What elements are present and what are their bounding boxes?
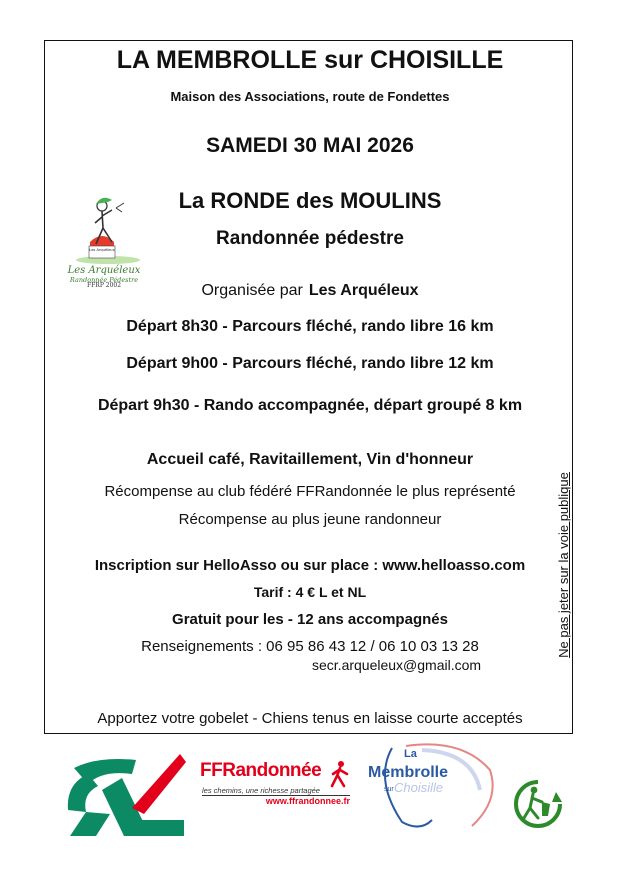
footer-note: Apportez votre gobelet - Chiens tenus en laisse courte acceptés: [97, 710, 523, 727]
club-sign-text: Les Arquéleux: [89, 248, 115, 252]
departure-1: Départ 8h30 - Parcours fléché, rando libre 16 km: [126, 318, 494, 335]
departure-2: Départ 9h00 - Parcours fléché, rando libre 12 km: [126, 355, 494, 372]
town-logo-choisille: Choisille: [394, 780, 444, 795]
credit-agricole-logo-icon: [62, 750, 190, 838]
event-name: La RONDE des MOULINS: [178, 188, 442, 213]
ffrando-ff: FF: [200, 760, 223, 781]
organiser-prefix: Organisée par: [201, 282, 303, 299]
reward-club: Récompense au club fédéré FFRandonnée le plus représenté: [104, 483, 516, 500]
recycle-bin-icon: [512, 778, 564, 828]
club-caption-activity: Randonnée Pédestre: [69, 275, 139, 284]
town-title: LA MEMBROLLE sur CHOISILLE: [116, 46, 504, 74]
info-phone: Renseignements : 06 95 86 43 12 / 06 10 03 13 28: [141, 638, 479, 655]
event-type: Randonnée pédestre: [216, 228, 404, 249]
venue-text: Maison des Associations, route de Fondettes: [170, 89, 450, 104]
town-logo: [362, 740, 502, 832]
town-logo-sur: sur: [384, 786, 394, 793]
free-text: Gratuit pour les - 12 ans accompagnés: [172, 611, 448, 628]
club-caption-federation: FFRP 2002: [86, 282, 122, 290]
town-logo-la: La: [404, 748, 417, 760]
departure-3: Départ 9h30 - Rando accompagnée, départ groupé 8 km: [97, 397, 523, 414]
event-date: SAMEDI 30 MAI 2026: [206, 134, 414, 157]
organiser-line: [0, 282, 620, 300]
ffrando-tagline: les chemins, une richesse partagée: [202, 786, 320, 795]
reward-young: Récompense au plus jeune randonneur: [178, 511, 442, 528]
organiser-name: Les Arquéleux: [308, 282, 419, 299]
town-logo-membrolle: Membrolle: [368, 764, 449, 781]
side-note: [556, 450, 574, 680]
hiker-red-icon: [328, 760, 352, 788]
ffrando-name: Randonnée: [222, 760, 322, 781]
ffrando-url: www.ffrandonnee.fr: [265, 796, 350, 806]
ffrandonnee-logo: [200, 760, 356, 812]
contact-email: secr.arqueleux@gmail.com: [312, 657, 482, 673]
club-caption-name: Les Arquéleux: [67, 265, 141, 276]
price-text: Tarif : 4 € L et NL: [253, 584, 367, 600]
welcome-services: Accueil café, Ravitaillement, Vin d'honneur: [146, 451, 474, 468]
side-note-text: Ne pas jeter sur la voie publique: [556, 472, 571, 658]
inscription-text: Inscription sur HelloAsso ou sur place : www.helloasso.com: [94, 557, 526, 574]
